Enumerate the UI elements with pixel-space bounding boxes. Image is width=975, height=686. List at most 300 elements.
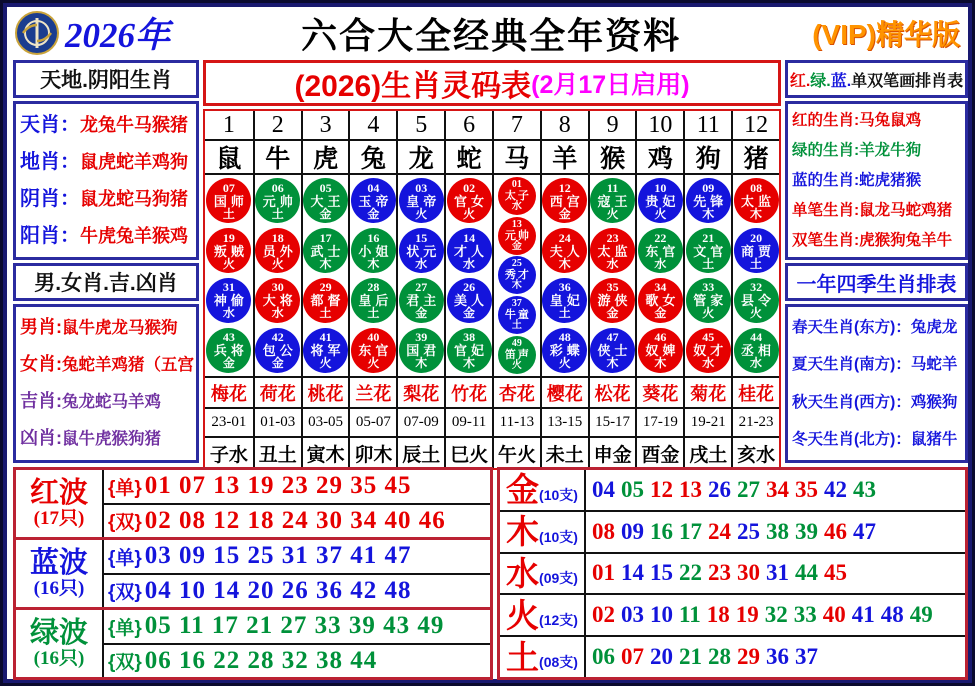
attribute-value: 鼠虎蛇羊鸡狗 [80,151,188,172]
wave-group [16,537,490,607]
ball-element: 火 [750,306,763,321]
seasons-title: 一年四季生肖排表 [785,263,968,301]
color-stroke-title [785,60,968,98]
season-zodiac-row: 夏天生肖(南方)：马蛇羊 [792,356,958,374]
ball-element: 土 [702,256,715,271]
ball-number: 37 [511,298,522,310]
branch-cell: 寅木 [301,438,349,468]
ball-role: 神偷 [213,293,248,309]
vip-badge: (VIP)精华版 [812,19,960,50]
ball-number: 01 [511,178,522,190]
element-number: 43 [853,476,876,502]
ball-element: 水 [222,306,235,321]
wave-name: 蓝波 [29,547,88,580]
element-number: 29 [737,644,760,670]
column-number-cell: 10 [635,111,683,139]
wave-numbers: 05 11 17 21 27 33 39 43 49 [144,612,445,640]
element-number: 19 [735,602,759,628]
number-balls-area [205,173,779,376]
element-number: 38 [766,518,789,544]
ball-role: 小姐 [358,243,393,259]
element-number: 07 [621,644,644,670]
flower-cell: 梨花 [396,378,444,407]
ball-element: 金 [271,356,284,371]
element-number: 02 [592,602,615,628]
number-ball [303,278,348,323]
branch-cell: 辰土 [396,438,444,468]
ball-element: 金 [222,356,235,371]
ball-role: 太监 [597,243,632,259]
ball-element: 火 [415,206,428,221]
ball-number: 06 [271,180,284,195]
zodiac-attribute-row [20,392,196,412]
time-range-cell: 07-09 [396,409,444,436]
ball-number: 39 [415,330,428,345]
number-ball [498,296,536,334]
ball-element: 木 [702,206,715,221]
number-ball [399,178,444,223]
color-zodiac-row: 绿的生肖:羊龙牛狗 [792,142,922,160]
wave-odd-row [104,470,490,503]
flower-cell: 葵花 [635,378,683,407]
flower-cell: 兰花 [348,378,396,407]
ball-role: 玉帝 [358,193,393,209]
ball-role: 夫人 [549,243,584,259]
ball-role: 元帅 [262,193,297,209]
sky-earth-title: 天地.阴阳生肖 [13,60,199,98]
zodiac-attribute-row [20,188,196,210]
ball-role: 员外 [262,243,297,259]
ball-role: 笛声 [504,349,531,362]
element-number: 44 [795,560,818,586]
ball-element: 土 [319,306,332,321]
number-ball [498,256,536,294]
element-numbers [586,554,965,594]
ball-number: 13 [511,218,522,230]
ball-number: 16 [367,230,380,245]
flower-cell: 松花 [588,378,636,407]
header [15,10,960,56]
seasons-rows [785,304,968,463]
column-number-cell: 6 [444,111,492,139]
number-ball [734,178,779,223]
branch-cell: 卯木 [348,438,396,468]
ball-element: 木 [463,356,476,371]
number-ball [303,328,348,373]
ball-role: 国师 [213,193,248,209]
wave-rows [104,540,490,607]
attribute-label: 吉肖: [20,391,62,412]
ball-role: 西宫 [549,193,584,209]
attribute-label: 凶肖: [20,428,62,449]
attribute-value: 鼠牛虎龙马猴狗 [62,318,178,337]
ball-element: 火 [319,356,332,371]
wave-parity-tag: {双} [108,512,142,534]
element-numbers [586,637,965,677]
ball-element: 金 [463,306,476,321]
season-zodiac-row: 春天生肖(东方)：兔虎龙 [792,319,958,337]
ball-element: 水 [415,256,428,271]
ball-number: 22 [654,230,667,245]
ball-number: 29 [319,280,332,295]
time-range-cell: 01-03 [253,409,301,436]
color-zodiac-row: 双笔生肖:虎猴狗兔羊牛 [792,231,953,249]
ball-element: 火 [558,356,571,371]
ball-element: 水 [511,200,522,212]
ball-role: 元帅 [504,229,531,242]
ball-element: 木 [415,356,428,371]
ball-number: 11 [606,180,619,195]
ball-number: 19 [222,230,235,245]
number-ball [542,178,587,223]
time-range-cell: 05-07 [348,409,396,436]
element-number: 10 [650,602,673,628]
ball-column [540,175,588,376]
element-count: (12支) [539,612,578,629]
element-number: 06 [592,644,615,670]
ball-element: 木 [750,206,763,221]
element-number: 48 [880,602,904,628]
flower-cell: 杏花 [492,378,540,407]
ball-role: 歌女 [645,293,680,309]
number-ball [351,328,396,373]
ball-role: 皇后 [358,293,393,309]
ball-role: 武士 [310,243,345,259]
wave-count: (17只) [33,507,85,529]
ball-element: 木 [367,256,380,271]
number-ball [498,336,536,374]
column-number-cell: 11 [683,111,731,139]
element-number: 39 [795,518,818,544]
number-ball [734,278,779,323]
flower-cell: 樱花 [540,378,588,407]
ball-role: 美人 [454,293,489,309]
ball-number: 09 [702,180,715,195]
element-row [500,593,965,635]
ball-number: 04 [367,180,380,195]
ball-role: 官妃 [454,343,489,359]
ball-number: 08 [750,180,763,195]
number-ball [638,178,683,223]
wave-numbers: 06 16 22 28 32 38 44 [144,646,378,674]
branch-cell: 戌土 [683,438,731,468]
ball-number: 03 [415,180,428,195]
number-ball [255,328,300,373]
ball-number: 44 [750,330,763,345]
ball-element: 水 [702,356,715,371]
element-number: 24 [708,518,731,544]
ball-number: 49 [511,338,522,350]
ball-role: 奴婢 [645,343,680,359]
number-ball [206,228,251,273]
ball-number: 20 [750,230,763,245]
number-ball [686,228,731,273]
ball-element: 水 [463,256,476,271]
number-ball [351,178,396,223]
gender-luck-rows [13,304,199,463]
title-part: 绿. [810,72,831,90]
waves-panel [13,467,493,680]
element-label [500,470,586,510]
ball-number: 23 [606,230,619,245]
element-number: 37 [795,644,818,670]
sky-earth-rows [13,101,199,260]
site-logo-icon [15,11,59,55]
ball-element: 水 [654,256,667,271]
element-numbers [586,470,965,510]
flower-cell: 桂花 [731,378,779,407]
element-number: 18 [706,602,730,628]
element-label [500,512,586,552]
attribute-value: 鼠牛虎猴狗猪 [62,430,161,449]
ball-number: 31 [222,280,235,295]
number-ball [303,228,348,273]
ball-role: 文官 [693,243,728,259]
ball-role: 兵将 [213,343,248,359]
element-number: 12 [650,476,673,502]
column-number-cell: 2 [253,111,301,139]
number-ball [399,228,444,273]
column-number-cell: 4 [348,111,396,139]
number-ball [498,177,536,215]
ball-role: 太监 [741,193,776,209]
flower-cell: 荷花 [253,378,301,407]
element-number: 03 [621,602,644,628]
ball-role: 彩蝶 [549,343,584,359]
time-range-cell: 09-11 [444,409,492,436]
ball-role: 游侠 [597,293,632,309]
number-ball [399,328,444,373]
flowers-row [205,376,779,407]
element-numbers [586,595,965,635]
branch-cell: 午火 [492,438,540,468]
ball-number: 26 [463,280,476,295]
wave-parity-tag: {单} [108,477,142,499]
season-zodiac-row: 秋天生肖(西方)：鸡猴狗 [792,393,958,411]
ball-role: 奴才 [693,343,728,359]
ball-element: 木 [511,280,522,292]
ball-role: 贵妃 [645,193,680,209]
ball-element: 火 [463,206,476,221]
element-count: (09支) [539,570,578,587]
ball-role: 丞相 [741,343,776,359]
ball-role: 官女 [454,193,489,209]
ball-role: 包公 [262,343,297,359]
attribute-label: 地肖： [20,150,80,173]
title-part: 蓝. [830,72,852,90]
element-number: 34 [766,476,789,502]
column-numbers-row [205,111,779,139]
wave-odd-row [104,610,490,643]
time-ranges-row [205,407,779,436]
ball-role: 先锋 [693,193,728,209]
ball-element: 火 [222,256,235,271]
ball-element: 火 [271,256,284,271]
season-zodiac-row: 冬天生肖(北方)：鼠猪牛 [792,430,958,448]
number-ball [638,228,683,273]
ball-number: 28 [367,280,380,295]
zodiac-attribute-row [20,114,196,136]
ball-element: 水 [750,356,763,371]
ball-number: 18 [271,230,284,245]
flower-cell: 竹花 [444,378,492,407]
element-number: 22 [679,560,702,586]
number-ball [447,178,492,223]
element-count: (10支) [539,528,578,545]
branch-cell: 未土 [540,438,588,468]
zodiac-cell: 蛇 [444,141,492,173]
number-ball [206,328,251,373]
title-part: 单双笔画排肖表 [851,72,964,90]
zodiac-cell: 龙 [396,141,444,173]
element-number: 36 [766,644,789,670]
number-ball [351,278,396,323]
wave-even-row [104,573,490,608]
ball-column [444,175,492,376]
flower-cell: 梅花 [210,383,247,404]
element-label [500,554,586,594]
element-number: 20 [650,644,673,670]
ball-element: 金 [558,206,571,221]
zodiac-cell: 鼠 [216,146,242,173]
element-name: 木 [506,513,540,551]
time-range-cell: 19-21 [683,409,731,436]
flower-cell: 桃花 [301,378,349,407]
ball-element: 金 [654,306,667,321]
code-table [203,109,781,470]
ball-role: 都督 [310,293,345,309]
table-subtitle-text: (2月17日启用) [531,71,690,99]
element-numbers [586,512,965,552]
element-number: 21 [679,644,702,670]
element-number: 42 [824,476,847,502]
ball-column [731,175,779,376]
number-ball [399,278,444,323]
branch-cell: 申金 [588,438,636,468]
attribute-label: 阴肖： [20,188,80,211]
column-number-cell: 7 [492,111,540,139]
element-number: 30 [737,560,760,586]
ball-column [301,175,349,376]
table-title [203,60,781,106]
element-name: 水 [506,554,540,592]
ball-element: 火 [702,306,715,321]
number-ball [638,278,683,323]
element-number: 28 [708,644,731,670]
ball-number: 15 [415,230,428,245]
zodiac-attribute-row [20,225,196,247]
ball-number: 45 [702,330,715,345]
zodiac-cell: 牛 [253,141,301,173]
wave-name: 红波 [29,477,88,510]
ball-element: 火 [654,206,667,221]
element-count: (10支) [539,486,578,503]
zodiac-cell: 兔 [348,141,396,173]
ball-role: 秀才 [504,269,531,282]
number-ball [686,328,731,373]
zodiac-attribute-row [20,355,196,375]
wave-count: (16只) [33,647,85,669]
ball-role: 状元 [406,243,441,259]
attribute-value: 兔蛇羊鸡猪（五宫 [62,355,194,374]
ball-role: 君主 [406,293,441,309]
element-label [500,595,586,635]
element-number: 16 [650,518,673,544]
ball-role: 将军 [310,343,345,359]
year-label: 2026年 [65,16,171,55]
number-ball [638,328,683,373]
wave-label [16,540,104,607]
column-number-cell: 8 [540,111,588,139]
number-ball [255,228,300,273]
element-number: 27 [737,476,760,502]
ball-number: 32 [750,280,763,295]
wave-parity-tag: {单} [108,617,142,639]
ball-element: 火 [367,356,380,371]
element-name: 土 [506,638,540,676]
time-range-cell: 17-19 [635,409,683,436]
color-zodiac-row: 单笔生肖:鼠龙马蛇鸡猪 [792,201,953,219]
ball-role: 大将 [262,293,297,309]
wave-even-row [104,643,490,678]
zodiac-attribute-row [20,429,196,449]
ball-role: 大王 [310,193,345,209]
ball-number: 36 [558,280,571,295]
wave-numbers: 04 10 14 20 26 36 42 48 [144,576,412,604]
ball-number: 21 [702,230,715,245]
element-name: 金 [506,471,540,509]
ball-role: 皇帝 [406,193,441,209]
ball-number: 33 [702,280,715,295]
attribute-value: 兔龙蛇马羊鸡 [62,393,161,412]
elements-panel [497,467,968,680]
element-number: 15 [650,560,673,586]
element-number: 08 [592,518,615,544]
zodiac-cell: 猴 [588,141,636,173]
number-ball [351,228,396,273]
branch-cell: 巳火 [444,438,492,468]
wave-label [16,610,104,677]
ball-number: 48 [558,330,571,345]
number-ball [542,328,587,373]
element-row [500,552,965,594]
ball-number: 47 [606,330,619,345]
branches-row [205,436,779,468]
ball-element: 土 [222,206,235,221]
ball-number: 40 [367,330,380,345]
number-ball [206,278,251,323]
attribute-label: 阳肖： [20,225,80,248]
branch-cell: 亥水 [731,438,779,468]
number-ball [542,278,587,323]
zodiac-cell: 羊 [540,141,588,173]
element-number: 05 [621,476,644,502]
column-number-cell: 1 [222,111,235,138]
element-number: 31 [766,560,789,586]
element-number: 35 [795,476,818,502]
ball-element: 火 [511,360,522,372]
color-zodiac-row: 蓝的生肖:蛇虎猪猴 [792,171,922,189]
element-number: 09 [621,518,644,544]
number-ball [590,328,635,373]
ball-number: 43 [222,330,235,345]
ball-element: 土 [750,256,763,271]
element-number: 47 [853,518,876,544]
number-ball [303,178,348,223]
wave-odd-row [104,540,490,573]
ball-role: 牛童 [504,309,531,322]
ball-column [635,175,683,376]
